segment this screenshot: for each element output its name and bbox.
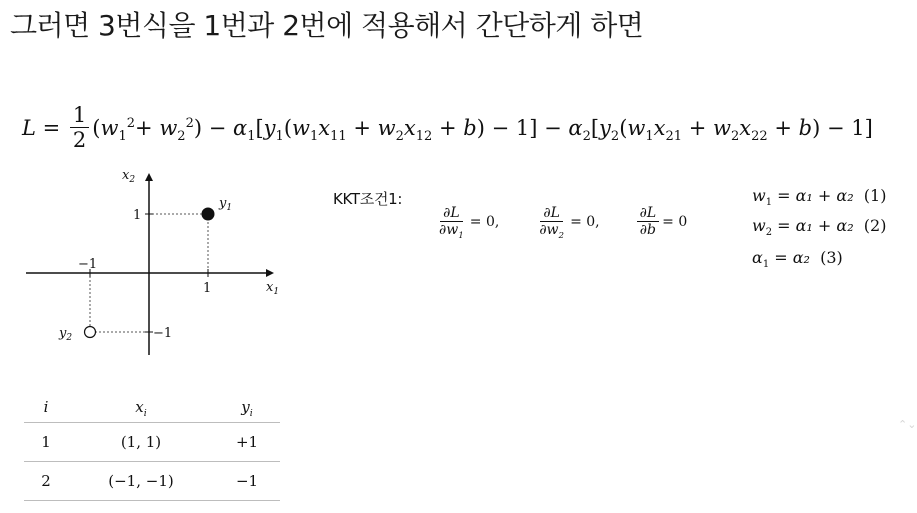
tick-label-y-pos: 1 (133, 208, 142, 223)
lagrangian-lhs: L (22, 116, 36, 141)
table-row: 1 (1, 1) +1 (24, 423, 280, 462)
header-x: $x_i$ (135, 398, 147, 419)
scroll-hint-icon[interactable]: ⌃⌄ (898, 418, 917, 431)
point-label-y2: $y_2$ (59, 326, 73, 343)
kkt-label: KKT조건1: (333, 190, 403, 208)
header-i: i (43, 398, 49, 416)
point-y1 (202, 208, 214, 220)
table-header-row (24, 392, 280, 423)
point-label-y1: $y_1$ (219, 196, 233, 213)
lagrangian-body: $(w_1^2+ w_2^2) - \alpha_1[y_1(w_1x_{11} + w_2x_{12} + b) - 1] - \alpha_2[y_2(w_1x_{21} + w_2x_{22} + b) - 1]$ (92, 116, 873, 145)
kkt-conditions (433, 205, 688, 242)
point-y2 (85, 327, 96, 338)
tick-label-x-pos: 1 (203, 281, 212, 296)
kkt-condition-b: $\frac{\partial L}{\partial b}$ = 0 (634, 206, 688, 238)
result-2: $w_2 = \alpha_1 + \alpha_2$ (2) (752, 216, 887, 239)
training-data-table (24, 392, 280, 501)
coordinate-graph (22, 165, 297, 365)
half-fraction: $\frac{1}{2}$ (70, 104, 89, 152)
x-axis-label: $x_1$ (266, 280, 280, 297)
header-y: $y_i$ (241, 398, 253, 419)
tick-label-x-neg: −1 (78, 257, 98, 272)
tick-label-y-neg: −1 (153, 326, 173, 341)
y-axis-arrow (145, 173, 153, 181)
result-1: $w_1 = \alpha_1 + \alpha_2$ (1) (752, 186, 887, 209)
page-title: 그러면 3번식을 1번과 2번에 적용해서 간단하게 하면 (10, 9, 644, 42)
kkt-condition-w1: $\frac{\partial L}{\partial w_1}$ = 0, (439, 205, 500, 242)
kkt-condition-w2: $\frac{\partial L}{\partial w_2}$ = 0, (539, 205, 600, 242)
y-axis-label: $x_2$ (122, 168, 136, 185)
table-row: 2 (−1, −1) −1 (24, 462, 280, 501)
result-3: $\alpha_1 = \alpha_2$ (3) (752, 248, 843, 271)
lagrangian-equation: L = $\frac{1}{2}$ $(w_1^2+ w_2^2) - \alpha_1[y_1(w_1x_{11} + w_2x_{12} + b) - 1] - \alpha_2[y_2(w_1x_{21} + w_2x_{22} + b) - 1]$ (22, 103, 873, 153)
x-axis-arrow (266, 269, 274, 277)
